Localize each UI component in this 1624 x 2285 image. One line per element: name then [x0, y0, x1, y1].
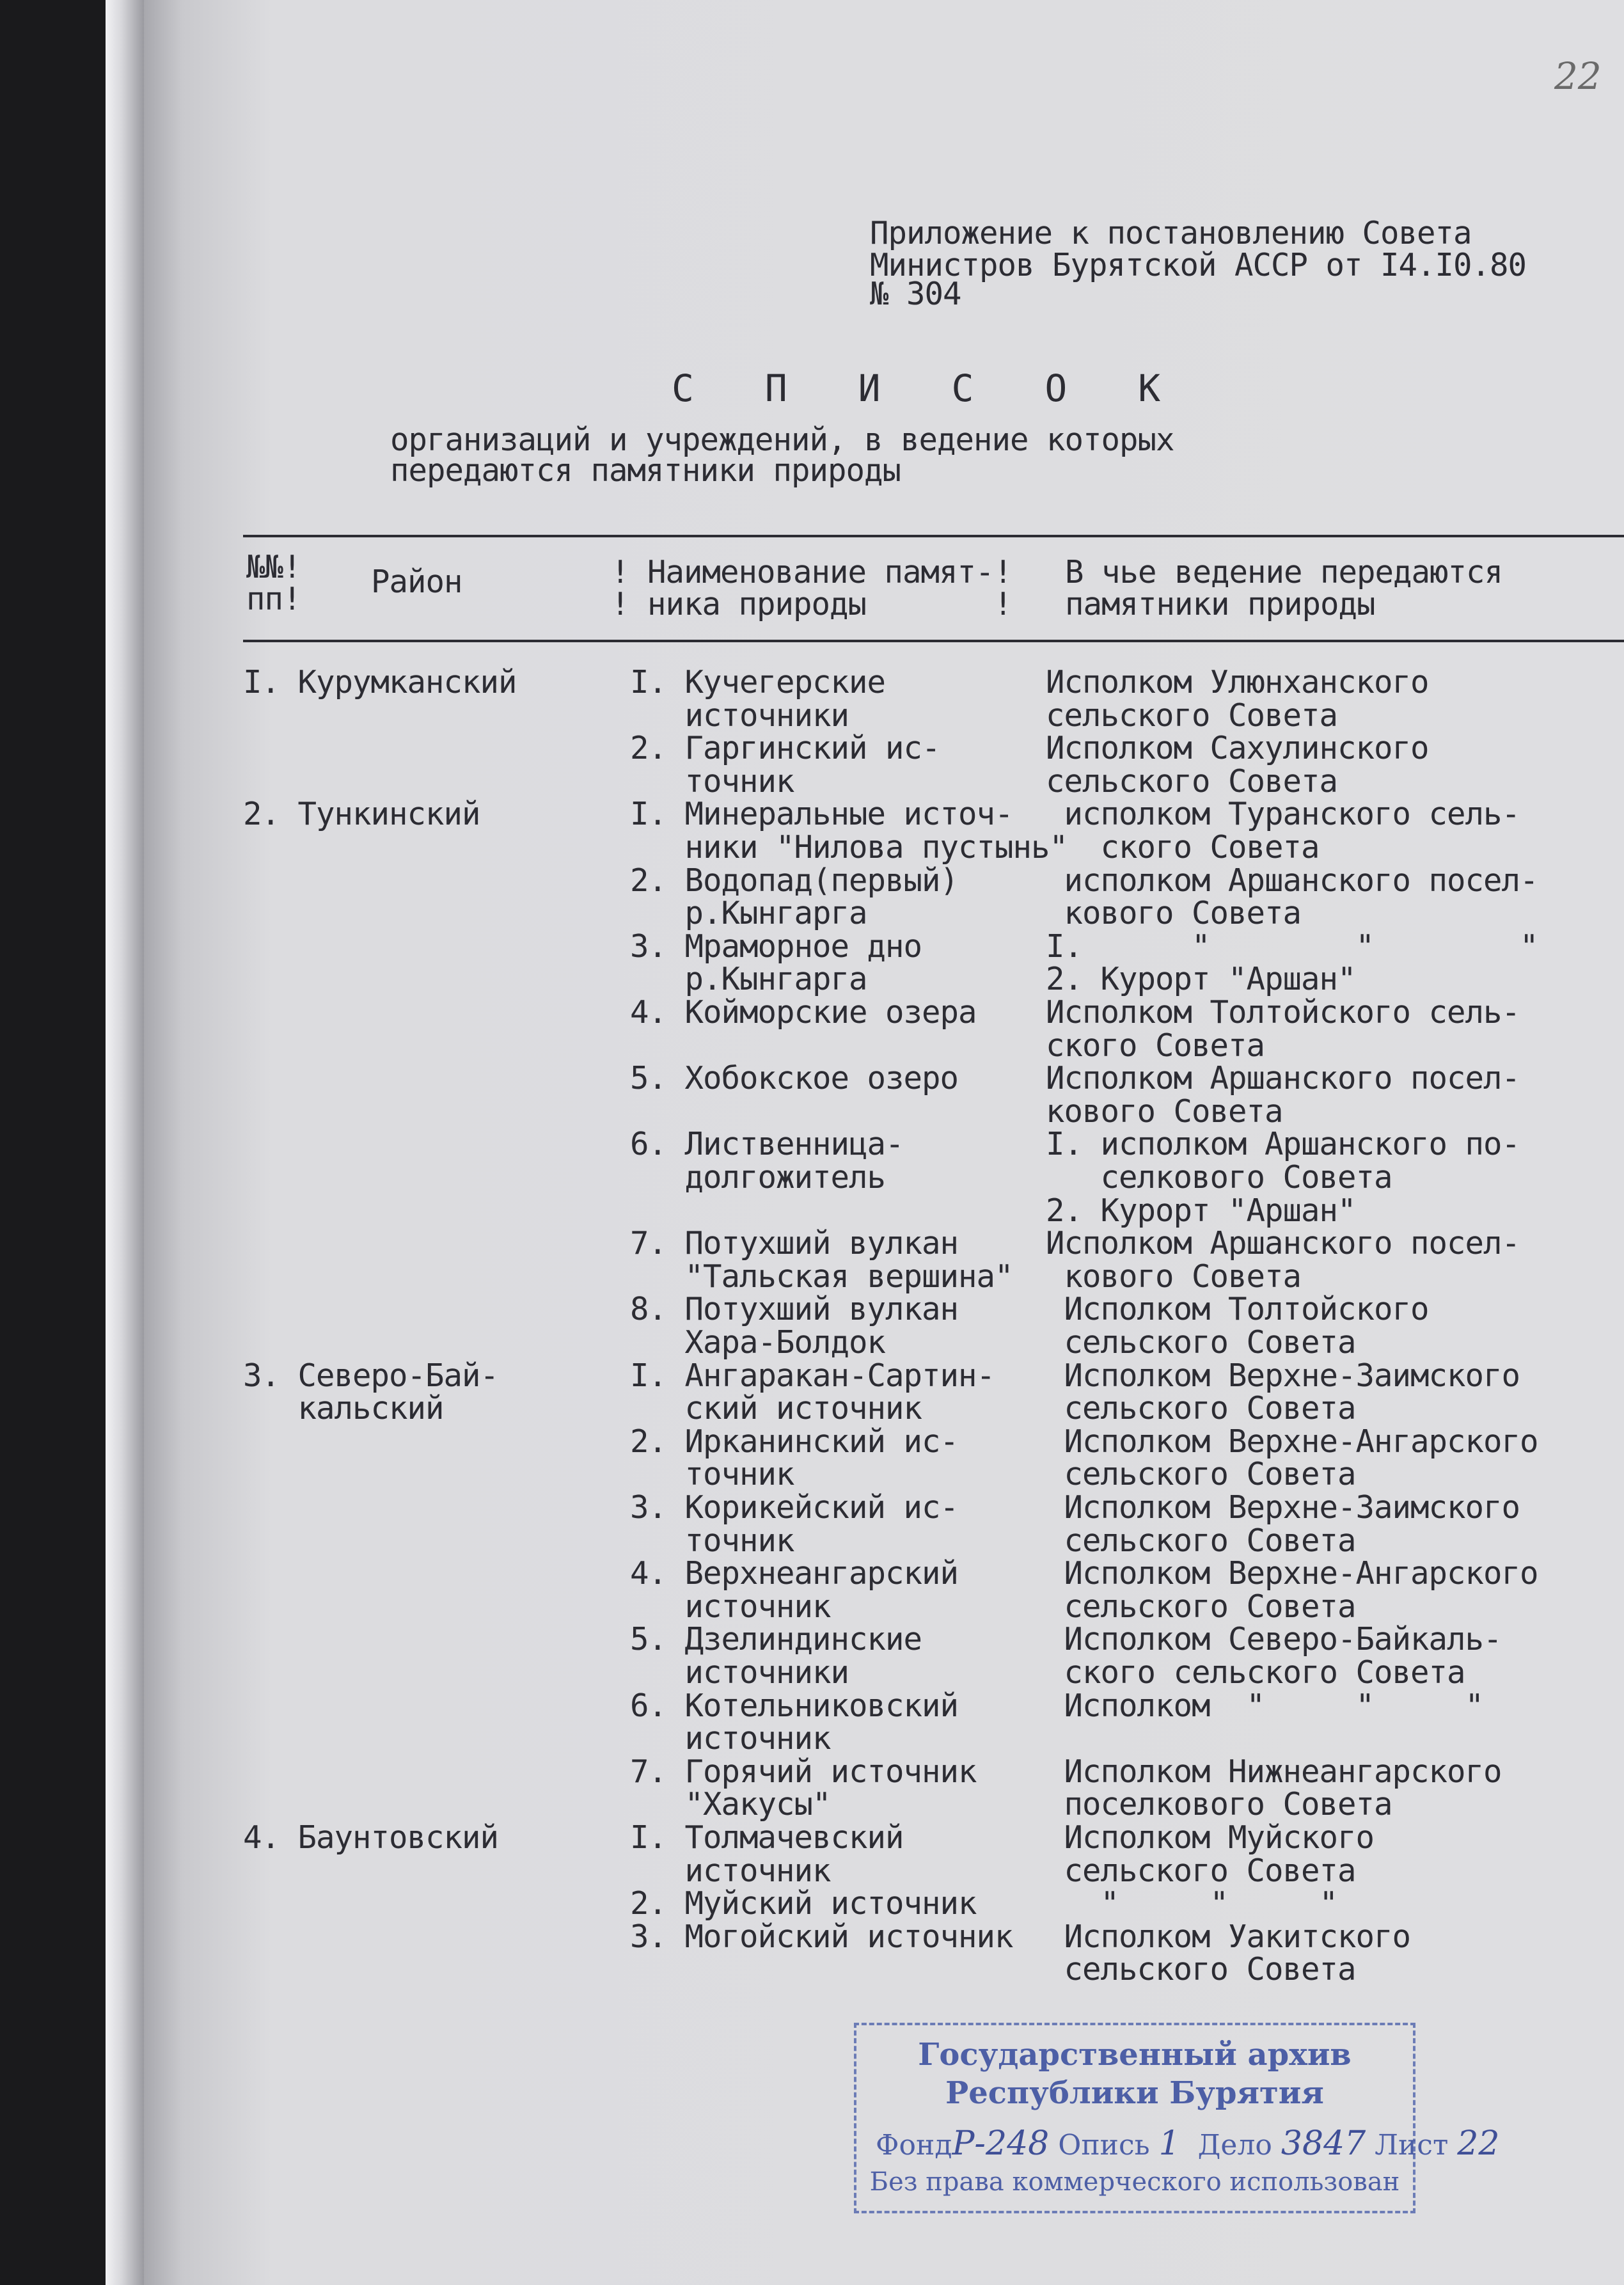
row-monument: 2. Гаргинский ис- — [630, 730, 940, 766]
row-monument: 7. Горячий источник — [630, 1753, 977, 1790]
row-monument: источники — [630, 697, 849, 734]
subtitle-line-1: организаций и учреждений, в ведение которых — [390, 422, 1174, 458]
row-monument: 2. Ирканинский ис- — [630, 1423, 959, 1460]
row-monument: "Тальская вершина" — [630, 1258, 1013, 1295]
table-header-rule — [243, 640, 1624, 642]
row-authority: ского Совета — [1046, 1027, 1265, 1064]
row-monument: долгожитель — [630, 1159, 886, 1196]
row-authority: Исполком Верхне-Заимского — [1046, 1357, 1520, 1394]
sheet-binding-edge — [106, 0, 144, 2285]
row-monument: 5. Хобокское озеро — [630, 1060, 959, 1096]
row-authority: I. " " " — [1046, 928, 1538, 965]
row-authority: Исполком Нижнеангарского — [1046, 1753, 1502, 1790]
row-authority: Исполком Аршанского посел- — [1046, 1060, 1520, 1096]
row-authority: кового Совета — [1046, 1258, 1302, 1295]
row-monument: I. Кучегерские — [630, 664, 886, 700]
row-authority: " " " — [1046, 1885, 1338, 1922]
row-monument: ский источник — [630, 1390, 922, 1427]
stamp-line-1: Государственный архив — [918, 2037, 1352, 2073]
row-monument: р.Кынгарга — [630, 961, 867, 997]
row-monument: 5. Дзелиндинские — [630, 1621, 922, 1657]
row-authority: Исполком Толтойского сель- — [1046, 994, 1520, 1031]
row-authority: исполком Туранского сель- — [1046, 796, 1520, 832]
row-authority: сельского Совета — [1046, 1853, 1356, 1889]
row-monument: источник — [630, 1588, 831, 1625]
row-monument: 7. Потухший вулкан — [630, 1225, 959, 1261]
row-authority: поселкового Совета — [1046, 1786, 1392, 1822]
row-monument: р.Кынгарга — [630, 895, 867, 931]
page-number: 22 — [1554, 54, 1602, 98]
row-authority: 2. Курорт "Аршан" — [1046, 961, 1356, 997]
row-authority: сельского Совета — [1046, 1951, 1356, 1988]
row-district: 2. Тункинский — [243, 796, 480, 832]
header-col-monument-1: ! Наименование памят-! — [611, 554, 1013, 590]
row-monument: I. Толмачевский — [630, 1819, 904, 1856]
header-col-number-1: №№! — [246, 549, 301, 585]
row-monument: 4. Койморские озера — [630, 994, 977, 1031]
row-authority: Исполком Сахулинского — [1046, 730, 1429, 766]
row-authority: Исполком Северо-Байкаль- — [1046, 1621, 1502, 1657]
row-monument: "Хакусы" — [630, 1786, 831, 1822]
row-authority: кового Совета — [1046, 895, 1302, 931]
row-authority: сельского Совета — [1046, 1390, 1356, 1427]
row-authority: Исполком Аршанского посел- — [1046, 1225, 1520, 1261]
row-authority: сельского Совета — [1046, 1456, 1356, 1492]
row-authority: кового Совета — [1046, 1093, 1283, 1130]
row-authority: ского сельского Совета — [1046, 1654, 1465, 1691]
row-authority: сельского Совета — [1046, 1324, 1356, 1361]
header-line-1: Приложение к постановлению Совета — [870, 215, 1472, 251]
stamp-list-value: 22 — [1457, 2124, 1500, 2163]
row-authority: сельского Совета — [1046, 1588, 1356, 1625]
stamp-list-label: Лист — [1375, 2129, 1449, 2162]
row-authority: Исполком Верхне-Заимского — [1046, 1489, 1520, 1526]
archive-stamp — [854, 2023, 1500, 2213]
table-top-rule — [243, 535, 1624, 537]
row-monument: 8. Потухший вулкан — [630, 1291, 959, 1327]
row-monument: 3. Могойский источник — [630, 1918, 1013, 1955]
row-authority: ского Совета — [1046, 829, 1320, 866]
row-district: I. Курумканский — [243, 664, 517, 700]
stamp-opis-label: Опись — [1058, 2129, 1150, 2162]
row-monument: источник — [630, 1853, 831, 1889]
row-authority: Исполком Улюнханского — [1046, 664, 1429, 700]
row-monument: I. Минеральные источ- — [630, 796, 1013, 832]
stamp-line-2: Республики Бурятия — [945, 2075, 1324, 2111]
row-monument: Хара-Болдок — [630, 1324, 886, 1361]
row-authority: 2. Курорт "Аршан" — [1046, 1192, 1356, 1229]
row-district: кальский — [243, 1390, 444, 1427]
row-authority: Исполком " " " — [1046, 1688, 1484, 1724]
stamp-delo-label: Дело — [1197, 2129, 1272, 2162]
row-monument: 3. Корикейский ис- — [630, 1489, 959, 1526]
row-authority: сельского Совета — [1046, 1522, 1356, 1559]
row-monument: 2. Муйский источник — [630, 1885, 977, 1922]
stamp-fond-line — [876, 2124, 1499, 2163]
header-col-authority-2: памятники природы — [1065, 586, 1375, 622]
row-authority: сельского Совета — [1046, 697, 1338, 734]
stamp-opis-value: 1 — [1158, 2124, 1180, 2163]
header-col-district: Район — [371, 564, 462, 600]
row-monument: I. Ангаракан-Сартин- — [630, 1357, 995, 1394]
row-authority: Исполком Верхне-Ангарского — [1046, 1423, 1538, 1460]
row-monument: ники "Нилова пустынь" — [630, 829, 1068, 866]
document-title: С П И С О К — [672, 367, 1185, 410]
row-monument: точник — [630, 763, 794, 800]
subtitle-line-2: передаются памятники природы — [390, 452, 901, 489]
row-monument: точник — [630, 1456, 794, 1492]
stamp-footer: Без права коммерческого использован — [869, 2167, 1400, 2197]
header-col-monument-2: ! ника природы ! — [611, 586, 1013, 622]
row-monument: точник — [630, 1522, 794, 1559]
row-monument: источники — [630, 1654, 849, 1691]
row-authority: Исполком Толтойского — [1046, 1291, 1429, 1327]
stamp-fond-label: Фонд — [876, 2129, 952, 2162]
row-monument: 3. Мраморное дно — [630, 928, 922, 965]
row-monument: источник — [630, 1720, 831, 1757]
header-line-3: № 304 — [870, 276, 961, 312]
header-col-authority-1: В чье ведение передаются — [1065, 554, 1503, 590]
header-col-number-2: пп! — [246, 581, 301, 617]
row-authority: Исполком Муйского — [1046, 1819, 1375, 1856]
row-monument: 6. Котельниковский — [630, 1688, 959, 1724]
row-authority: исполком Аршанского посел- — [1046, 862, 1538, 899]
row-monument: 4. Верхнеангарский — [630, 1555, 959, 1592]
row-monument: 2. Водопад(первый) — [630, 862, 959, 899]
row-authority: I. исполком Аршанского по- — [1046, 1126, 1520, 1162]
row-authority: Исполком Уакитского — [1046, 1918, 1411, 1955]
header-line-2: Министров Бурятской АССР от I4.I0.80 — [870, 247, 1527, 283]
row-district: 4. Баунтовский — [243, 1819, 499, 1856]
row-authority: сельского Совета — [1046, 763, 1338, 800]
row-district: 3. Северо-Бай- — [243, 1357, 499, 1394]
row-monument: 6. Лиственница- — [630, 1126, 904, 1162]
stamp-fond-value: Р-248 — [952, 2124, 1050, 2163]
stamp-delo-value: 3847 — [1281, 2124, 1366, 2163]
row-authority: Исполком Верхне-Ангарского — [1046, 1555, 1538, 1592]
row-authority: селкового Совета — [1046, 1159, 1392, 1196]
